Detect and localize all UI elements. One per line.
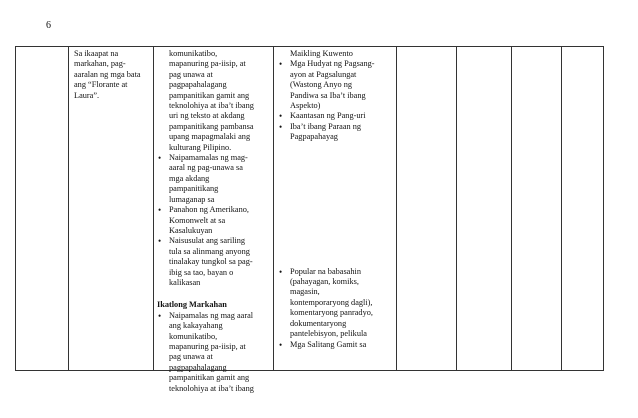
col3-cell — [278, 49, 394, 350]
col1-cell — [74, 49, 148, 101]
col3-bullet-item: • Kaantasan ng Pang-uri — [278, 111, 394, 121]
col3-bullet-item: • Popular na babasahin (pahayagan, komiks, magasin, kontemporaryong dagli), komentaryong panradyo, dokumentaryong pantelebisyon, pelikula — [278, 267, 394, 340]
table-col-border — [561, 46, 562, 371]
table-col-border — [511, 46, 512, 371]
col1-text: Sa ikaapat na markahan, pag-aaralan ng mga bata ang “Florante at Laura”. — [74, 49, 141, 100]
col2-cell — [157, 49, 273, 394]
col3-bullet-item: • Mga Salitang Gamit sa — [278, 340, 394, 350]
col2-bullet-item: • Naipamamalas ng mag- aaral ng pag-unawa sa mga akdang pampanitikang lumaganap sa — [157, 153, 273, 205]
table-col-border — [603, 46, 604, 371]
col2-bullet-item: • Naipamalas ng mag aaral ang kakayahang komunikatibo, mapanuring pa-iisip, at pag unawa at pagpapahalagang pampanitikan gamit ang teknolohiya at iba’t ibang — [157, 311, 273, 394]
table-col-border — [273, 46, 274, 371]
col2-bullet-item: • Panahon ng Amerikano, Komonwelt at sa Kasalukuyan — [157, 205, 273, 236]
col2-top-text: komunikatibo, mapanuring pa-iisip, at pag unawa at pagpapahalagang pampanitikan gamit ang teknolohiya at iba’t ibang uri ng teksto at akdang pampanitikang pambansa upang mapagmalaki ang kulturang Pilipino. — [169, 49, 254, 152]
col3-bullet-item: • Iba’t ibang Paraan ng Pagpapahayag — [278, 122, 394, 143]
table-col-border — [68, 46, 69, 371]
col2-bullet-item: • Naisusulat ang sariling tula sa alinmang anyong tinalakay tungkol sa pag- ibig sa tao, bayan o kalikasan — [157, 236, 273, 288]
table-bottom-border — [15, 370, 604, 371]
table-col-border — [456, 46, 457, 371]
page-number: 6 — [46, 20, 51, 31]
col3-bullet-item: • Mga Hudyat ng Pagsang- ayon at Pagsalungat (Wastong Anyo ng Pandiwa sa Iba’t ibang Aspekto) — [278, 59, 394, 111]
col3-top-text: Maikling Kuwento — [290, 49, 353, 58]
table-col-border — [396, 46, 397, 371]
section-heading: Ikatlong Markahan — [157, 300, 227, 310]
table-col-border — [15, 46, 16, 371]
table-top-border — [15, 46, 604, 47]
table-col-border — [153, 46, 154, 371]
